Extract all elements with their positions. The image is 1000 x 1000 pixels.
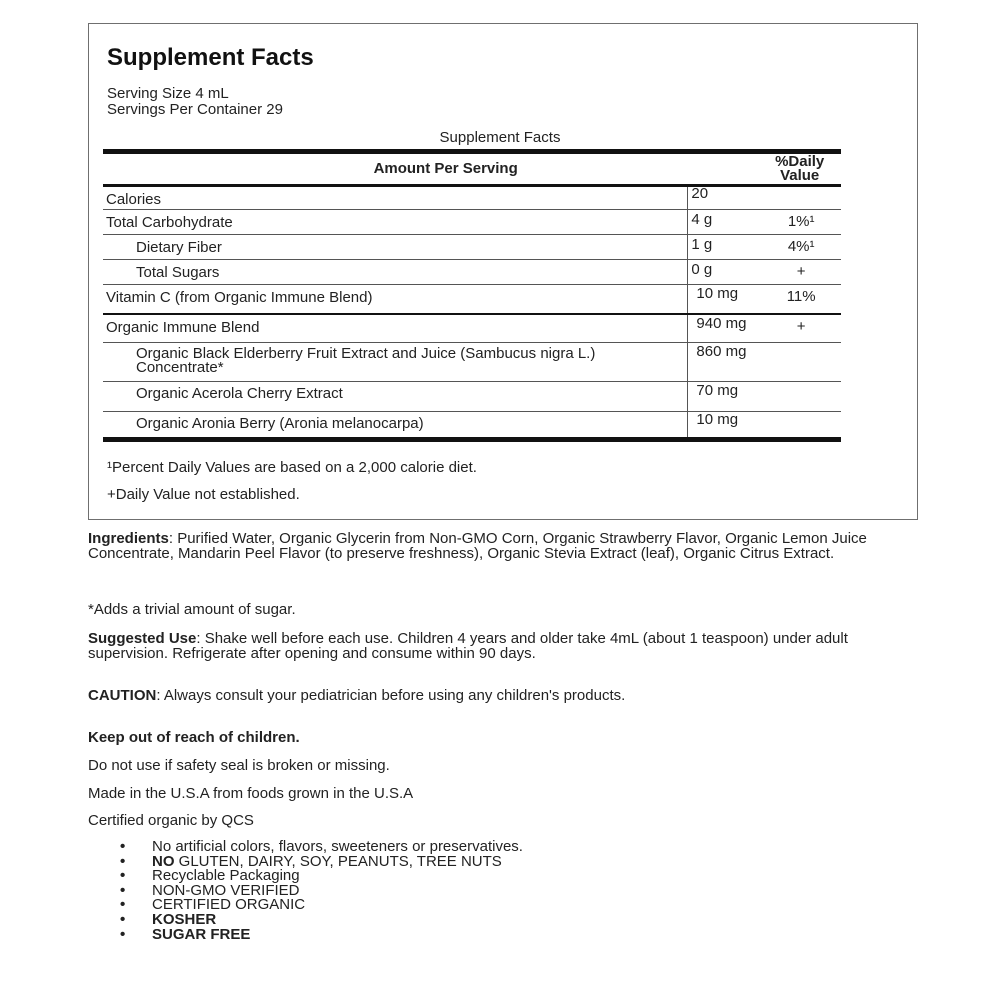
panel-title: Supplement Facts — [107, 44, 314, 71]
list-item-bold: NO — [152, 852, 175, 870]
list-item-text: SUGAR FREE — [152, 925, 251, 943]
safety-seal-warning: Do not use if safety seal is broken or missing. — [88, 757, 390, 774]
header-daily-value: %Daily Value — [775, 153, 825, 184]
certified-organic: Certified organic by QCS — [88, 812, 254, 829]
row-dv — [758, 186, 841, 210]
caution — [88, 688, 918, 703]
table-row — [103, 186, 841, 210]
row-amount: 4 g — [688, 210, 758, 235]
row-dv: + — [758, 260, 841, 285]
row-name: Organic Acerola Cherry Extract — [103, 382, 688, 412]
supplement-facts-table — [103, 149, 841, 442]
table-row — [103, 343, 841, 382]
row-dv — [758, 343, 841, 382]
suggested-use-text: : Shake well before each use. Children 4 years and older take 4mL (about 1 teaspoon) under adult supervision. Refrigerate after opening and consume within 90 days. — [88, 630, 848, 662]
serving-size: Serving Size 4 mL — [107, 85, 229, 102]
row-dv: 1%¹ — [758, 210, 841, 235]
list-item-text: GLUTEN, DAIRY, SOY, PEANUTS, TREE NUTS — [174, 852, 502, 870]
row-name: Total Sugars — [103, 260, 688, 285]
row-name: Dietary Fiber — [103, 235, 688, 260]
row-dv — [758, 412, 841, 440]
row-amount: 20 — [688, 186, 758, 210]
row-name: Organic Aronia Berry (Aronia melanocarpa) — [103, 412, 688, 440]
table-row — [103, 314, 841, 343]
footnote-daily-values: ¹Percent Daily Values are based on a 2,000 calorie diet. — [107, 459, 477, 476]
footnote-not-established: +Daily Value not established. — [107, 486, 300, 503]
suggested-use — [88, 631, 918, 661]
table-row — [103, 285, 841, 314]
row-dv: 11% — [758, 285, 841, 314]
table-row — [103, 210, 841, 235]
table-row — [103, 260, 841, 285]
row-amount: 10 mg — [688, 412, 758, 440]
list-item-text: CERTIFIED ORGANIC — [152, 896, 306, 914]
row-dv — [758, 382, 841, 412]
list-item-text: KOSHER — [152, 910, 217, 928]
caution-text: : Always consult your pediatrician before using any children's products. — [156, 687, 626, 704]
row-amount: 70 mg — [688, 382, 758, 412]
row-amount: 1 g — [688, 235, 758, 260]
ingredients-text: : Purified Water, Organic Glycerin from Non-GMO Corn, Organic Strawberry Flavor, Organic Lemon Juice Concentrate, Mandarin Peel Flavor (to preserve freshness), Organic Stevia Extract (leaf), Organic Citrus Extract. — [88, 530, 867, 562]
row-dv: + — [758, 314, 841, 343]
table-row — [103, 412, 841, 440]
row-name: Total Carbohydrate — [103, 210, 688, 235]
row-amount: 10 mg — [688, 285, 758, 314]
table-row — [103, 382, 841, 412]
row-amount: 940 mg — [688, 314, 758, 343]
row-name: Organic Immune Blend — [103, 314, 688, 343]
list-item-text: NON-GMO VERIFIED — [152, 881, 300, 899]
row-dv: 4%¹ — [758, 235, 841, 260]
table-header-row — [103, 152, 841, 186]
row-name: Vitamin C (from Organic Immune Blend) — [103, 285, 688, 314]
header-amount: Amount Per Serving — [373, 160, 518, 177]
made-in-usa: Made in the U.S.A from foods grown in the U.S.A — [88, 785, 414, 802]
ingredients — [88, 531, 918, 561]
serving-info — [107, 86, 283, 118]
suggested-use-label: Suggested Use — [88, 630, 197, 647]
row-name: Calories — [103, 186, 688, 210]
table-caption: Supplement Facts — [439, 129, 561, 146]
feature-list — [120, 840, 523, 942]
keep-out-warning: Keep out of reach of children. — [88, 729, 300, 746]
table-row — [103, 235, 841, 260]
row-amount: 0 g — [688, 260, 758, 285]
list-item-text: Recyclable Packaging — [152, 867, 300, 885]
caution-label: CAUTION — [88, 687, 157, 704]
servings-per-container: Servings Per Container 29 — [107, 101, 283, 118]
row-amount: 860 mg — [688, 343, 758, 382]
trivial-sugar-note: *Adds a trivial amount of sugar. — [88, 601, 296, 618]
list-item — [120, 925, 523, 943]
row-name: Organic Black Elderberry Fruit Extract and Juice (Sambucus nigra L.) Concentrate* — [103, 343, 688, 382]
list-item-text: No artificial colors, flavors, sweeteners or preservatives. — [152, 838, 523, 855]
ingredients-label: Ingredients — [88, 530, 169, 547]
